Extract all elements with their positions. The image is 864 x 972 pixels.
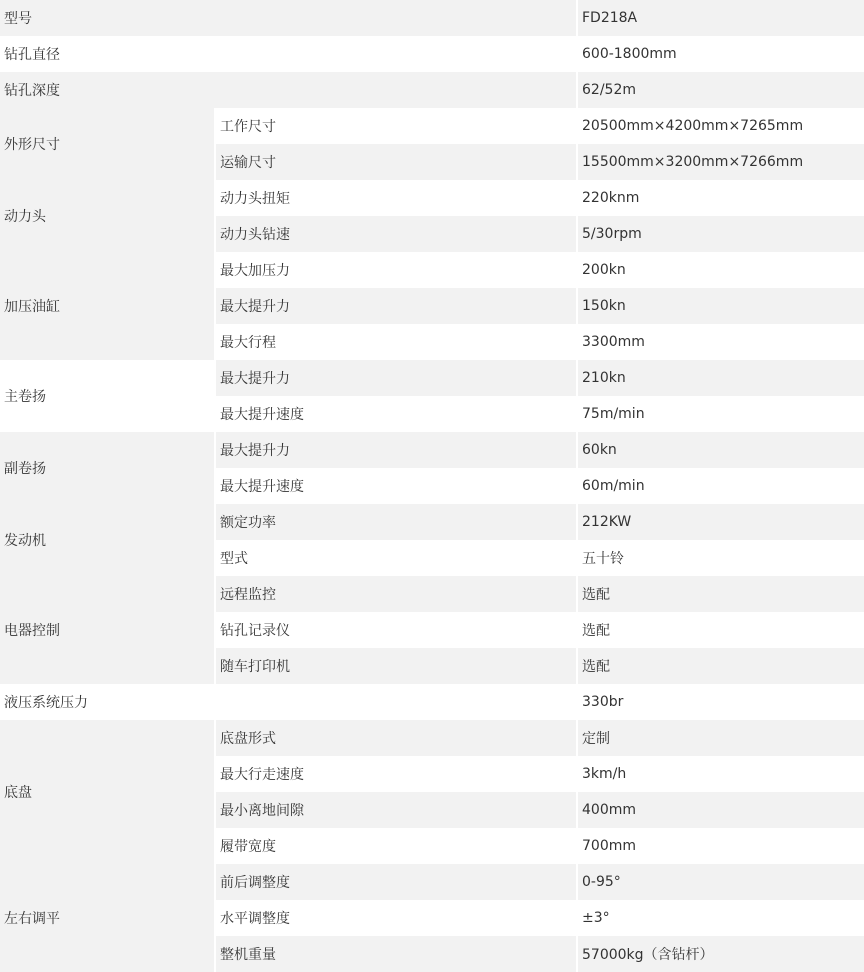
table-row <box>0 720 864 756</box>
table-row <box>0 360 864 396</box>
group-label: 动力头 <box>0 180 214 252</box>
group-label: 加压油缸 <box>0 252 214 360</box>
spec-label: 整机重量 <box>216 936 576 972</box>
spec-value: 400mm <box>578 792 864 828</box>
spec-label: 最大提升力 <box>216 360 576 396</box>
spec-label: 履带宽度 <box>220 839 276 855</box>
spec-value: 3300mm <box>582 334 645 350</box>
spec-label: 液压系统压力 <box>4 695 88 711</box>
spec-value: 60m/min <box>582 478 645 494</box>
spec-label: 水平调整度 <box>220 911 290 927</box>
spec-value: 60kn <box>578 432 864 468</box>
spec-value: 600-1800mm <box>582 46 677 62</box>
spec-label: 工作尺寸 <box>220 119 276 135</box>
spec-value: 700mm <box>582 838 636 854</box>
spec-label: 钻孔直径 <box>4 47 60 63</box>
group-label: 主卷扬 <box>0 360 214 432</box>
spec-label: 运输尺寸 <box>216 144 576 180</box>
spec-label: 前后调整度 <box>216 864 576 900</box>
spec-label: 动力头钻速 <box>216 216 576 252</box>
spec-label: 最大提升速度 <box>220 479 304 495</box>
spec-label: 最大提升力 <box>216 288 576 324</box>
spec-label: 最大提升力 <box>216 432 576 468</box>
table-row <box>0 252 864 288</box>
table-row <box>0 432 864 468</box>
spec-value: ±3° <box>582 910 610 926</box>
spec-value: 200kn <box>582 262 626 278</box>
spec-value: 定制 <box>578 720 864 756</box>
group-label: 左右调平 <box>0 864 214 972</box>
spec-label: 最大行程 <box>220 335 276 351</box>
spec-value: 75m/min <box>582 406 645 422</box>
table-row <box>0 36 864 72</box>
spec-value: 150kn <box>578 288 864 324</box>
spec-value: 62/52m <box>578 72 864 108</box>
group-label: 底盘 <box>0 720 214 864</box>
table-row <box>0 0 864 36</box>
spec-value: 220knm <box>582 190 640 206</box>
spec-value: 选配 <box>578 576 864 612</box>
spec-value: 五十铃 <box>582 551 624 567</box>
spec-value: 20500mm×4200mm×7265mm <box>582 118 804 134</box>
spec-label: 最大加压力 <box>220 263 290 279</box>
spec-label: 底盘形式 <box>216 720 576 756</box>
spec-label: 最小离地间隙 <box>216 792 576 828</box>
spec-value: FD218A <box>578 0 864 36</box>
spec-value: 210kn <box>578 360 864 396</box>
table-row <box>0 108 864 144</box>
spec-value: 15500mm×3200mm×7266mm <box>578 144 864 180</box>
table-row <box>0 576 864 612</box>
spec-value: 0-95° <box>578 864 864 900</box>
spec-label: 钻孔深度 <box>0 72 576 108</box>
spec-label: 型号 <box>0 0 576 36</box>
spec-label: 动力头扭矩 <box>220 191 290 207</box>
spec-label: 型式 <box>220 551 248 567</box>
spec-label: 随车打印机 <box>216 648 576 684</box>
spec-value: 330br <box>582 694 624 710</box>
group-label: 电器控制 <box>0 576 214 684</box>
table-row <box>0 684 864 720</box>
spec-label: 最大行走速度 <box>220 767 304 783</box>
spec-value: 选配 <box>582 623 610 639</box>
spec-value: 57000kg（含钻杆） <box>578 936 864 972</box>
spec-value: 5/30rpm <box>578 216 864 252</box>
spec-label: 钻孔记录仪 <box>220 623 290 639</box>
table-row <box>0 72 864 108</box>
group-label: 外形尺寸 <box>0 108 214 180</box>
table-row <box>0 504 864 540</box>
spec-value: 3km/h <box>582 766 627 782</box>
spec-label: 远程监控 <box>216 576 576 612</box>
table-row <box>0 864 864 900</box>
spec-label: 最大提升速度 <box>220 407 304 423</box>
spec-value: 212KW <box>578 504 864 540</box>
table-row <box>0 180 864 216</box>
group-label: 发动机 <box>0 504 214 576</box>
spec-label: 额定功率 <box>216 504 576 540</box>
spec-value: 选配 <box>578 648 864 684</box>
group-label: 副卷扬 <box>0 432 214 504</box>
